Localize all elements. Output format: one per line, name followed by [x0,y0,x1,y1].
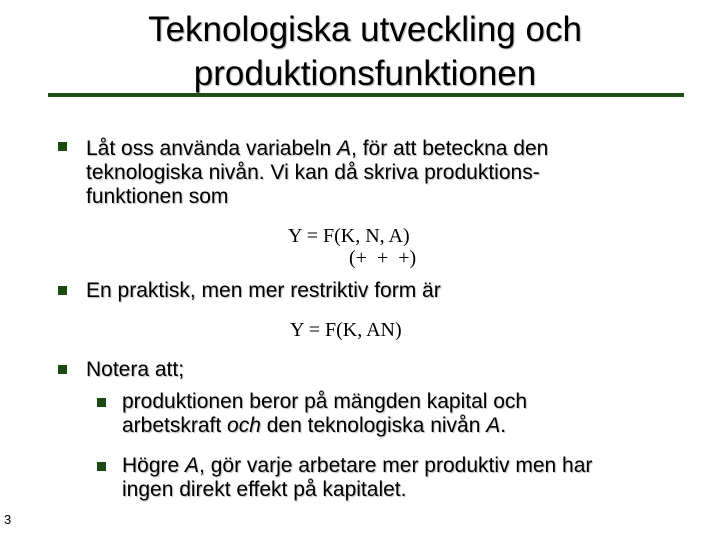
slide-number: 3 [4,512,12,527]
bullet-1 [86,137,548,209]
sub-bullet-2 [122,454,592,502]
bullet-2-line-1: En praktisk, men mer restriktiv form är [86,279,441,302]
sub-bullet-1-line-1: produktionen beror på mängden kapital och [122,390,528,413]
bullet-marker [58,286,67,295]
bullet-3 [86,358,184,382]
sub-bullet-1-text-pre: arbetskraft [122,414,228,437]
sub-bullet-marker [97,462,106,471]
sub-bullet-marker [97,398,106,407]
sub-bullet-2-text-post: , gör varje arbetare mer produktiv men har [199,454,593,477]
variable-a: A [337,137,352,160]
slide-title-line-2: produktionsfunktionen [193,54,537,93]
bullet-1-line-2: teknologiska nivån. Vi kan då skriva produktions- [86,161,540,184]
sub-bullet-1 [122,390,527,438]
formula-restrictive-form: Y = F(K, AN) [290,319,402,341]
emphasis-och: och [227,414,261,437]
sub-bullet-1-text-post: . [500,414,507,437]
variable-a: A [486,414,501,437]
bullet-1-text-pre: Låt oss använda variabeln [86,137,338,160]
bullet-3-line-1: Notera att; [86,358,185,381]
sub-bullet-1-text-mid: den teknologiska nivån [260,414,487,437]
bullet-marker [58,365,67,374]
title-underline [48,93,684,97]
bullet-1-line-1 [86,137,548,161]
sub-bullet-2-line-1 [122,454,592,478]
bullet-2 [86,279,441,303]
sub-bullet-1-line-2 [122,414,527,438]
formula-production-function: Y = F(K, N, A) [288,225,410,247]
bullet-1-line-3: funktionen som [86,185,229,208]
bullet-1-text-post: , för att beteckna den [351,137,549,160]
slide-title-line-1: Teknologiska utveckling och [148,10,582,49]
formula-signs: (+ + +) [349,247,417,269]
sub-bullet-2-text-pre: Högre [122,454,186,477]
sub-bullet-2-line-2: ingen direkt effekt på kapitalet. [122,478,407,501]
variable-a: A [185,454,200,477]
bullet-marker [58,142,67,151]
slide-title [0,8,720,96]
